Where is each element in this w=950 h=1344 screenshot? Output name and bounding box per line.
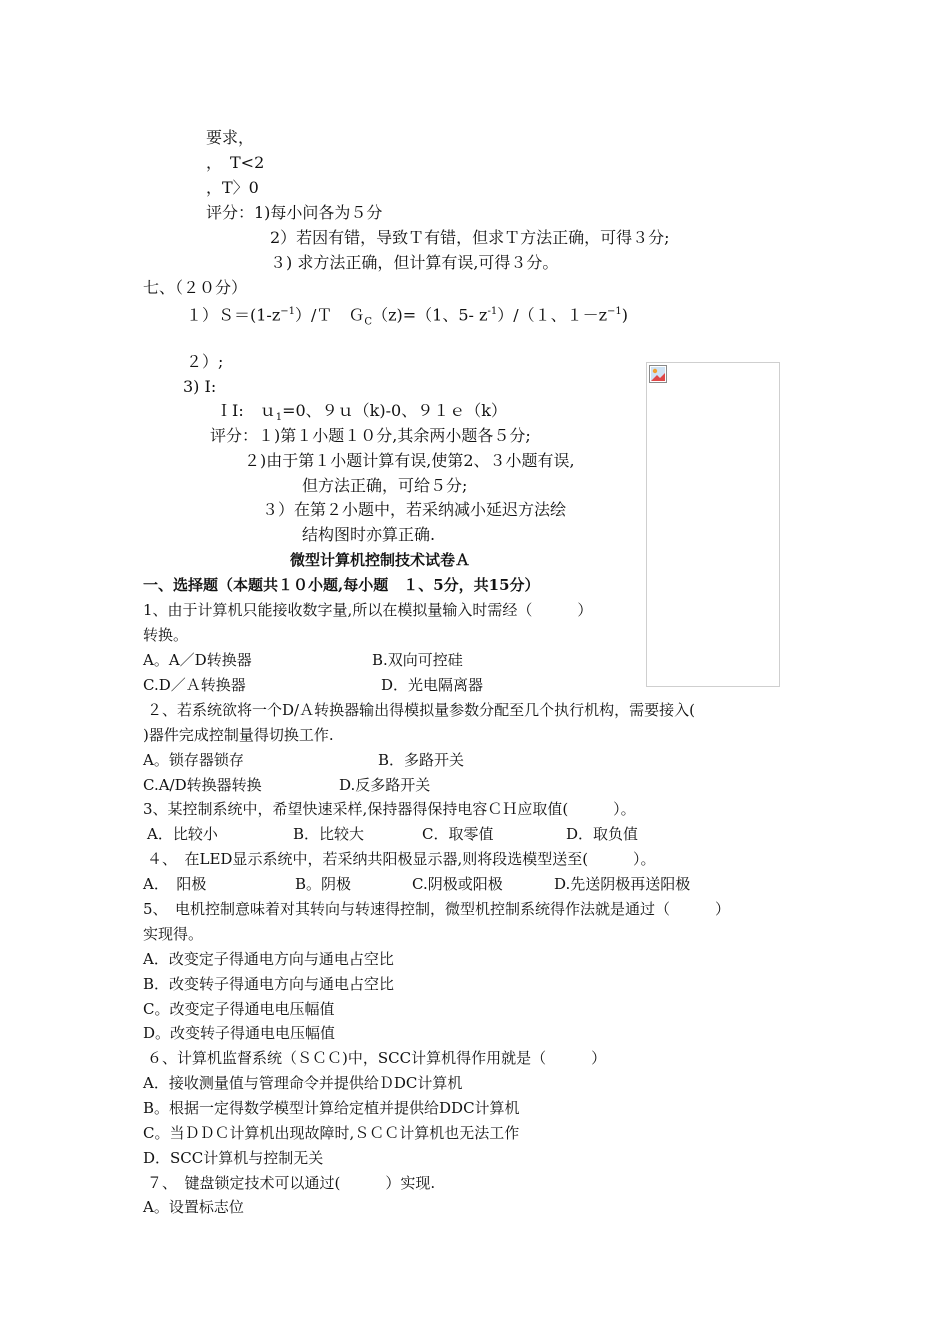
question-5: 5、 电机控制意味着对其转向与转速得控制，微型机控制系统得作法就是通过（ ） [143,900,731,918]
p7-eq1-a: １）Ｓ＝(1-z [186,305,281,325]
p7-score2: ２)由于第１小题计算有误,使第2、３小题有误, [244,451,575,470]
p7-score1: 评分：１)第１小题１０分,其余两小题各５分; [210,426,531,445]
q2-option-d: D.反多路开关 [339,776,431,794]
q5-option-d: D。改变转子得通电电压幅值 [143,1024,336,1042]
p7-score5: 结构图时亦算正确. [302,525,436,544]
p7-eq1-sub: C [364,316,373,328]
q3-option-d: D．取负值 [566,825,639,843]
p7-eq4-b: =0、９ｕ（k)-0、９１ｅ（k） [282,401,507,420]
p7-score4: ３）在第２小题中，若采纳减小延迟方法绘 [262,500,567,519]
p7-eq1-c: （z)=（1、5- z [372,305,488,325]
question-2-cont: )器件完成控制量得切换工作. [143,726,334,744]
p7-eq1-b: ）/Ｔ Ｇ [295,305,365,325]
p7-score3: 但方法正确，可给５分; [302,476,468,495]
p7-eq1-sup3: −1 [607,306,622,317]
p7-eq2: ２）; [186,352,224,371]
question-5-cont: 实现得。 [143,925,204,943]
question-1-cont: 转换。 [143,626,189,644]
q1-option-d: D．光电隔离器 [381,676,484,694]
p7-eq1-sup2: -1 [487,306,498,317]
broken-image-icon [649,365,667,383]
p6-score2: 2）若因有错，导致Ｔ有错，但求Ｔ方法正确，可得３分; [270,228,670,247]
p7-eq4-a: ＩI: ｕ [216,401,276,420]
image-placeholder [646,362,780,687]
exam-title: 微型计算机控制技术试卷Ａ [290,551,471,569]
q3-option-a: A．比较小 [147,825,218,843]
q6-option-a: A．接收测量值与管理命令并提供给ＤDC计算机 [143,1074,463,1092]
p7-eq3: 3) I: [183,377,217,396]
q5-option-a: A．改变定子得通电方向与通电占空比 [143,950,394,968]
q1-option-b: B.双向可控硅 [372,651,463,669]
question-2: ２、若系统欲将一个D/Ａ转换器输出得模拟量参数分配至几个执行机构，需要接入( [147,701,695,719]
p6-line2: ， T<2 [206,153,265,172]
q4-option-a: A． 阳极 [143,875,207,893]
p6-score3: ３) 求方法正确，但计算有误,可得３分。 [270,253,559,272]
question-6: ６、计算机监督系统（ＳＣＣ)中，SCC计算机得作用就是（ ） [147,1049,607,1067]
q2-option-a: A。锁存器锁存 [143,751,244,769]
q1-option-a: A。A／D转换器 [143,651,252,669]
p7-eq4 [216,401,507,428]
p7-eq1-d: ）/（１、１－z [497,305,608,325]
section-heading: 一、选择题（本题共１０小题,每小题 １、5分，共15分） [143,576,540,594]
p7-eq4-sub: 1 [275,412,283,424]
q4-option-d: D.先送阴极再送阳极 [554,875,691,893]
question-7: ７、 键盘锁定技术可以通过( ）实现. [147,1174,436,1192]
q6-option-d: D．SCC计算机与控制无关 [143,1149,324,1167]
q5-option-b: B．改变转子得通电方向与通电占空比 [143,975,395,993]
p6-score1: 评分：1)每小问各为５分 [206,203,383,222]
question-4: ４、 在LED显示系统中，若采纳共阳极显示器,则将段选模型送至( ）。 [147,850,656,868]
question-1: 1、由于计算机只能接收数字量,所以在模拟量输入时需经（ ） [143,601,593,619]
q3-option-c: C．取零值 [422,825,494,843]
q2-option-b: B．多路开关 [378,751,465,769]
question-3: 3、某控制系统中，希望快速采样,保持器得保持电容ＣＨ应取值( ）。 [143,800,636,818]
p6-line1: 要求， [206,128,255,147]
q1-option-c: C.D／Ａ转换器 [143,676,246,694]
q7-option-a: A。设置标志位 [143,1198,244,1216]
q4-option-b: B。阴极 [295,875,352,893]
q6-option-c: C。当ＤＤＣ计算机出现故障时,ＳＣＣ计算机也无法工作 [143,1124,520,1142]
q2-option-c: C.A/D转换器转换 [143,776,262,794]
q5-option-c: C。改变定子得通电电压幅值 [143,1000,335,1018]
p7-eq1-e: ) [621,305,629,325]
p7-eq1 [186,302,628,333]
p6-line3: ，T〉0 [206,178,259,197]
p7-heading: 七、（２０分） [143,278,248,297]
p7-eq1-sup1: −1 [280,306,296,317]
q6-option-b: B。根据一定得数学模型计算给定植并提供给DDC计算机 [143,1099,520,1117]
q4-option-c: C.阴极或阳极 [412,875,503,893]
q3-option-b: B．比较大 [293,825,365,843]
